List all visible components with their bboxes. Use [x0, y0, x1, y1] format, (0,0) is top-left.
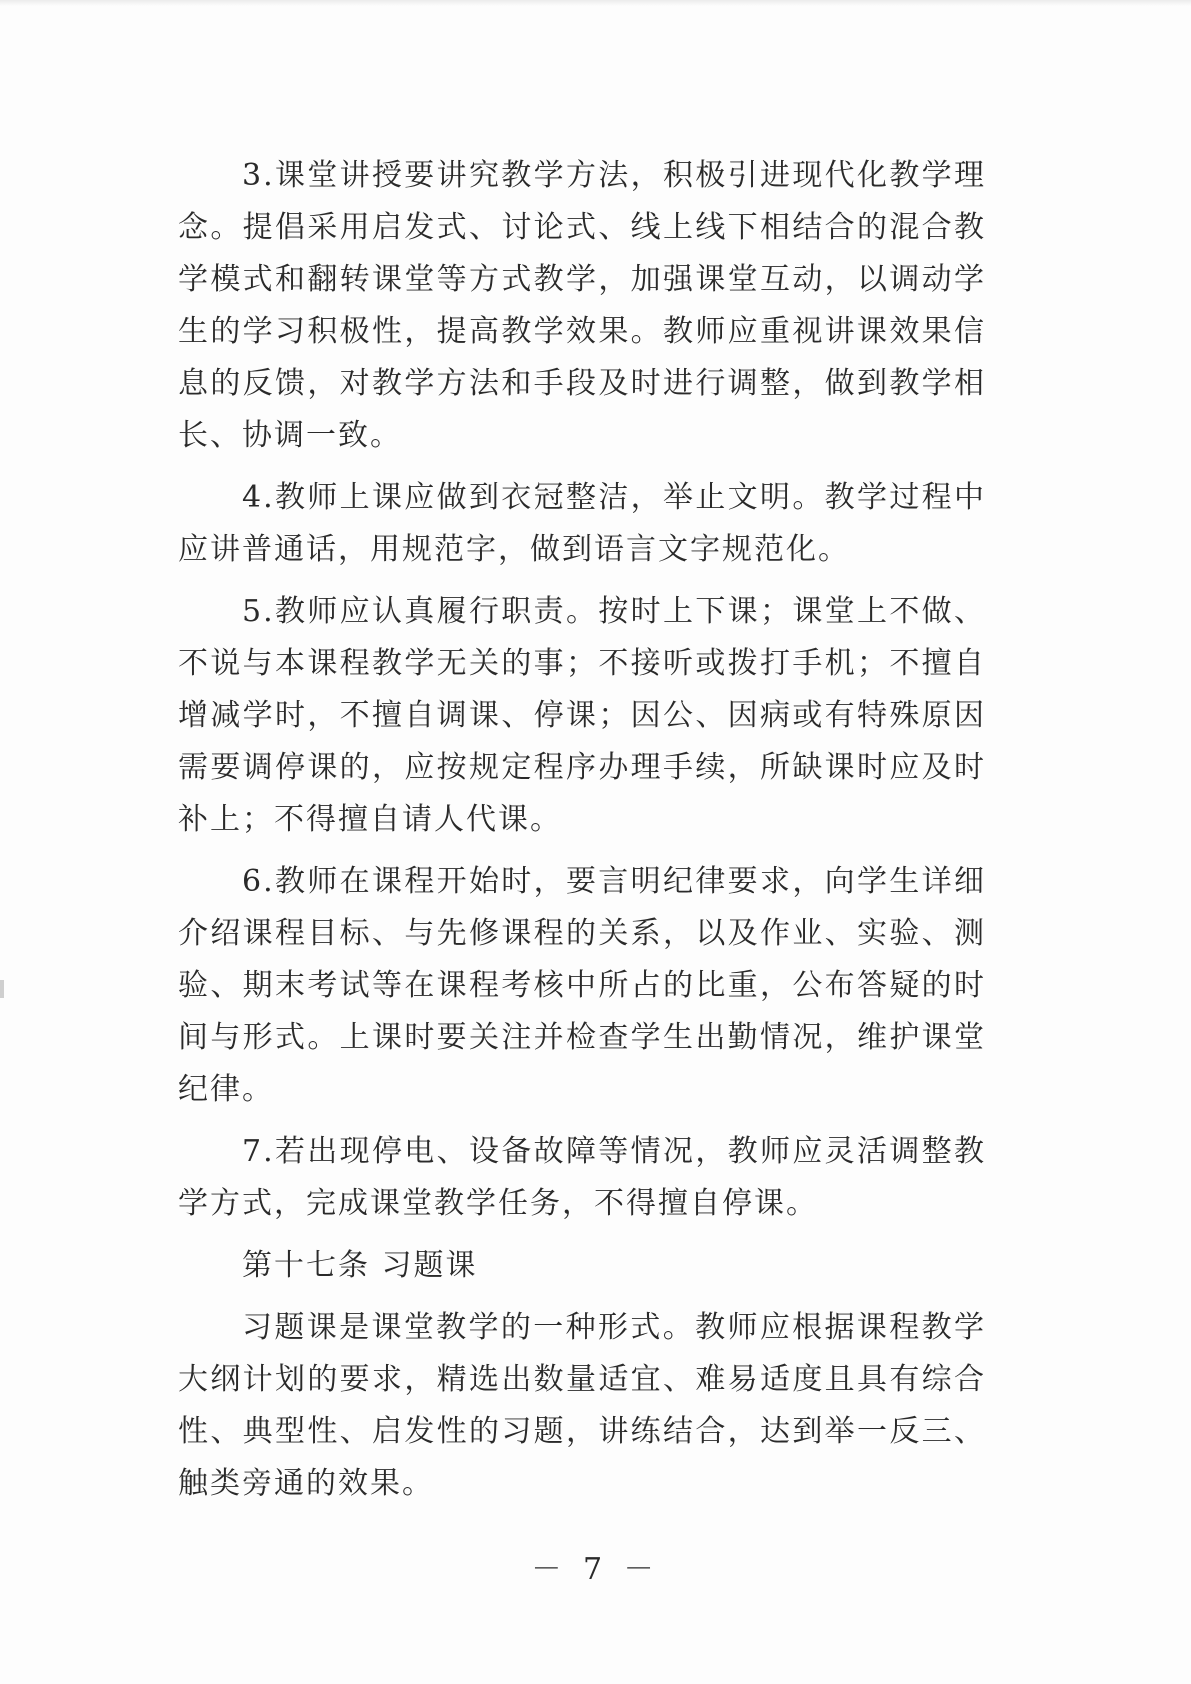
paragraph-item-3: 3.课堂讲授要讲究教学方法，积极引进现代化教学理念。提倡采用启发式、讨论式、线上线下相结合的混合教学模式和翻转课堂等方式教学，加强课堂互动，以调动学生的学习积极性，提高教学效果。教师应重视讲课效果信息的反馈，对教学方法和手段及时进行调整，做到教学相长、协调一致。: [178, 158, 986, 453]
page-number: － 7 －: [531, 1552, 660, 1587]
scan-edge-top: [0, 0, 1191, 6]
paragraph-item-7: 7.若出现停电、设备故障等情况，教师应灵活调整教学方式，完成课堂教学任务，不得擅自停课。: [178, 1134, 986, 1221]
section-heading: 第十七条 习题课: [242, 1248, 478, 1283]
scan-margin-mark: [0, 980, 4, 998]
paragraph-item-4: 4.教师上课应做到衣冠整洁，举止文明。教学过程中应讲普通话，用规范字，做到语言文字规范化。: [178, 480, 986, 567]
document-body: [178, 150, 986, 1520]
paragraph-item-5: 5.教师应认真履行职责。按时上下课；课堂上不做、不说与本课程教学无关的事；不接听或拨打手机；不擅自增减学时，不擅自调课、停课；因公、因病或有特殊原因需要调停课的，应按规定程序办理手续，所缺课时应及时补上；不得擅自请人代课。: [178, 594, 986, 837]
section-paragraph: 习题课是课堂教学的一种形式。教师应根据课程教学大纲计划的要求，精选出数量适宜、难易适度且具有综合性、典型性、启发性的习题，讲练结合，达到举一反三、触类旁通的效果。: [178, 1310, 986, 1501]
paragraph-item-6: 6.教师在课程开始时，要言明纪律要求，向学生详细介绍课程目标、与先修课程的关系，以及作业、实验、测验、期末考试等在课程考核中所占的比重，公布答疑的时间与形式。上课时要关注并检查学生出勤情况，维护课堂纪律。: [178, 864, 986, 1107]
